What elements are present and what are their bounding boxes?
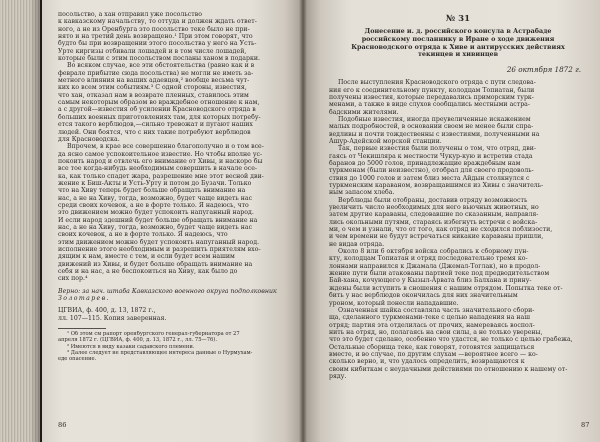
text-line: Во всяком случае, все эти обстоятельства (равно как и в xyxy=(67,62,255,70)
text-line: феврале прибытие сюда посольства) не могли не иметь за- xyxy=(58,69,254,77)
text-line: Бай-хана, кочующего у Кызыл-Арвата близ Балхана и прину- xyxy=(329,277,532,285)
text-line: что на Хиву теперь будет больше обращать внимание на xyxy=(58,187,246,195)
footnote-line: ² Имеются в виду казаки садавского племени. xyxy=(67,343,195,350)
text-line: да ясно самое успокоительное известие. Но чтобы вполне ус- xyxy=(58,150,263,158)
text-line: туркменским караваном, возвращавшимся из Хивы с значитель- xyxy=(329,182,544,189)
archive-line: ЦГВИА, ф. 400, д. 13, 1872 г., xyxy=(58,307,156,315)
text-line: ких ко всем этим событиям.³ С одной стороны, известия, xyxy=(58,84,247,92)
heading-line: Красноводского отряда к Хиве и антирусских действиях xyxy=(351,43,565,51)
text-line: гаясь от Чекишляра к местности Чукур-кую и встретив стада xyxy=(329,152,533,160)
text-line: метного влияния на ваших адаевцев,² вообще весьма чут- xyxy=(58,77,250,85)
text-line: Остальные сборища теке, как говорят, готовятся защищаться xyxy=(329,343,535,351)
heading-line: текинцев и хивинцев xyxy=(417,51,499,59)
page-number-right: 87 xyxy=(581,421,590,429)
text-line: вместе, и во случае, по другим слухам —вероятнее всего — ко- xyxy=(329,350,538,358)
text-line: себя и на нас, а не беспокоиться на Хиву, как было до xyxy=(58,268,238,276)
text-line: кту, колодцам Топиатан и отряд последовательно тремя ко- xyxy=(329,255,528,263)
text-line: не видав отряда. xyxy=(329,240,385,248)
text-line: менами, а также в виде слухов сообщались местными астра- xyxy=(329,101,531,109)
text-line: После выступления Красноводского отряда с пути следова- xyxy=(338,79,536,87)
text-line: ется такого верблюдов,—сильно тревожат и пугают наших xyxy=(58,121,253,129)
text-line: ным запасом хлеба. xyxy=(329,189,395,197)
text-line: нас, а не на Хиву, тогда, возможно, будет чаще видеть нас xyxy=(58,223,253,231)
text-line: среди своих кочевок, а не в форте только. Я надеюсь, что xyxy=(58,201,249,209)
text-line: нас, а не на Хиву, тогда, возможно, будет чаще видеть нас xyxy=(58,194,253,202)
text-line: бадскими жителями. xyxy=(329,108,399,116)
text-line: Впрочем, в крае все совершенно благополучно и о том все- xyxy=(67,143,264,151)
document-number: № 31 xyxy=(445,14,471,24)
archive-line: лл. 107—115. Копия заверенная. xyxy=(58,314,167,322)
text-line: Урте киргизы отбивали лошадей и в том числе лошадей, xyxy=(58,47,247,55)
page-edges-shadow xyxy=(30,0,42,442)
text-line: покоить народ и отвлечь его внимание от Хивы, и наскоро бы xyxy=(58,157,263,165)
text-line: дящим к нам, вместе с тем, и если будет всем нашим xyxy=(58,253,235,261)
heading-line: Донесение и. д. российского консула в Астрабаде xyxy=(364,28,552,35)
page-number-left: 86 xyxy=(58,421,67,429)
text-line: а с другой—известия об усилении Красноводского отряда в xyxy=(58,106,256,114)
text-line: Так, первые известия были получены о том, что отряд, дви- xyxy=(338,145,536,153)
footnote-rule xyxy=(58,328,106,329)
text-line: И если народ здешний будет больше обращать внимание на xyxy=(58,216,258,224)
text-line: и чем времени не будут встречаться никакие караваны пришли, xyxy=(329,233,544,241)
text-line: Подобные известия, иногда преувеличенные искажением xyxy=(338,115,531,123)
signature-line: Золотарев. xyxy=(58,295,110,303)
text-line: своих кочевок, а не в форте только. Я надеюсь, что xyxy=(58,231,228,239)
text-line: ми, о чем и узнали, что от того, как отряд не сходился поблизости, xyxy=(329,226,553,234)
text-line: ного, а не из Оренбурга это посольство теке было не при- xyxy=(58,25,250,33)
text-line: этим движением можно будет успокоить напуганный народ. xyxy=(58,238,260,246)
left-page-text xyxy=(58,11,290,431)
text-line: малых подробностей, в основании своем не менее были спра- xyxy=(329,123,534,131)
footnote-line: апреля 1872 г. (ЦГВИА, ф. 400, д. 13, 1872 г., лл. 75—76). xyxy=(58,337,217,344)
text-line: отряд; партия эта отделилась от прочих, намереваясь воспол- xyxy=(329,321,535,329)
text-line: уроном, который понесли нападавшие. xyxy=(329,299,459,307)
text-line: посольство, а хан отправил уже посольство xyxy=(58,11,202,18)
right-body xyxy=(329,79,587,380)
text-line: Ашур-Адейской морской станции. xyxy=(329,137,442,145)
text-line: увеличить число необходимых для него вьючных животных, но xyxy=(329,204,539,212)
text-line: получены известия, которые передавались приморским турк- xyxy=(329,93,534,101)
text-line: своим кибиткам с неудачными действиями по отношению к нашему от- xyxy=(329,365,568,373)
text-line: нято и на третий день возвращено.¹ При этом говорят, что xyxy=(58,33,253,41)
text-line: Верблюды были отобраны, доставив отряду возможность xyxy=(338,196,528,204)
text-line: людей. Они боятся, что с них такие потребуют верблюдов xyxy=(58,128,251,136)
text-line: самым некоторым образом во враждебное отношение к нам, xyxy=(58,99,260,107)
text-line: сколько верно, и, что удалось определить, возвращаются к xyxy=(329,358,525,366)
text-line: ждены были вступить в сношения с нашим отрядом. Попытка теке от- xyxy=(329,284,563,292)
text-line: баранов до 5000 голов, принадлежащие враждебным нам xyxy=(329,159,521,167)
text-line: нить на отряд, но, полагаясь на свои силы, а не только уверены, xyxy=(329,328,543,336)
text-line: все тое когда-нибудь необходимым совершить в начале осе- xyxy=(58,165,258,173)
text-line: для Красноводска. xyxy=(58,135,120,143)
text-line: ведливы и почти тождественны с известиями, полученными на xyxy=(329,130,540,138)
text-line: ния его к соединительному пункту, колодцам Топиатан, были xyxy=(329,86,535,94)
text-line: лоннами направился к Джамала (Джемал-Тоглак), но в продол- xyxy=(329,262,541,270)
right-page xyxy=(303,0,600,442)
document-date: 26 октября 1872 г. xyxy=(506,65,581,75)
text-line: бить у нас верблюдов окончилась для них значительным xyxy=(329,292,518,300)
text-line: исполнение этого необходимым и разрешить приятелям вхо- xyxy=(58,246,261,253)
signature-line: Верно: за нач. штаба Кавказского военного округа подполковник xyxy=(58,287,277,295)
text-line: что хан, отказал нам в возврате пленных, ставилось этим xyxy=(58,91,249,99)
text-line: Около 8 или 6 октября войска собрались к сборному пун- xyxy=(338,248,529,256)
text-line: что это будет сделано, особенно что удастся, не только с целью грабежа, xyxy=(329,336,573,344)
footnote-line: ³ Далее следует не представляющее интереса данные о Нурмухам- xyxy=(67,349,253,356)
book-gutter xyxy=(299,0,307,442)
text-line: к кавказскому начальству, то оттуда и должен ждать ответ- xyxy=(58,18,257,26)
text-line: жение пути были атакованы партией теке под предводительством xyxy=(329,270,550,278)
footnote-line: еде опасение. xyxy=(58,356,97,363)
archive-reference xyxy=(58,307,290,322)
text-line: лись окольными путями, стараясь избегнуть встречи с войска- xyxy=(329,218,538,226)
heading-line: российскому посланнику в Иране о ходе движения xyxy=(361,35,555,43)
text-line: которые были с этим посольством посланы ханом в подарки. xyxy=(58,55,260,63)
text-line: туркменам (были неизвестно), отобрал для своего продоволь- xyxy=(329,167,534,175)
text-line: сих пор.⁴ xyxy=(58,275,88,283)
footnote-line: ¹ Об этом см рапорт оренбургского генерал-губернатора от 27 xyxy=(67,331,240,338)
text-line: жение к Биш-Акты и Усть-Урту и потом до Бузачи. Только xyxy=(58,179,252,187)
footnotes xyxy=(58,331,290,362)
text-line: движений из Хивы, и будет больше обращать внимание на xyxy=(58,260,253,268)
text-line: ка, как только спадет жара, разрешение мне этот весной дви- xyxy=(58,172,264,180)
text-line: это движением можно будет успокоить напуганный народ. xyxy=(58,209,254,217)
text-line: ряду. xyxy=(329,372,347,380)
text-line: будто бы при возвращении этого посольства у него на Усть- xyxy=(58,40,257,48)
text-line: затем другие караваны, следовавшие по сказанным, направля- xyxy=(329,211,539,219)
left-body xyxy=(58,11,290,283)
text-line: больших военных приготовлениях там, для которых потребу- xyxy=(58,113,261,121)
right-page-text xyxy=(329,8,590,434)
text-line: ща, сделанного туркменами-теке с целью нападения на наш xyxy=(329,314,531,322)
text-line: Означенная шайка составляла часть значительного сбори- xyxy=(338,306,535,314)
signature-block xyxy=(58,288,290,303)
text-line: ствия до 1000 голов и затем близ места Айдын столкнулся с xyxy=(329,174,530,182)
document-heading xyxy=(329,28,587,59)
left-page xyxy=(42,0,303,442)
